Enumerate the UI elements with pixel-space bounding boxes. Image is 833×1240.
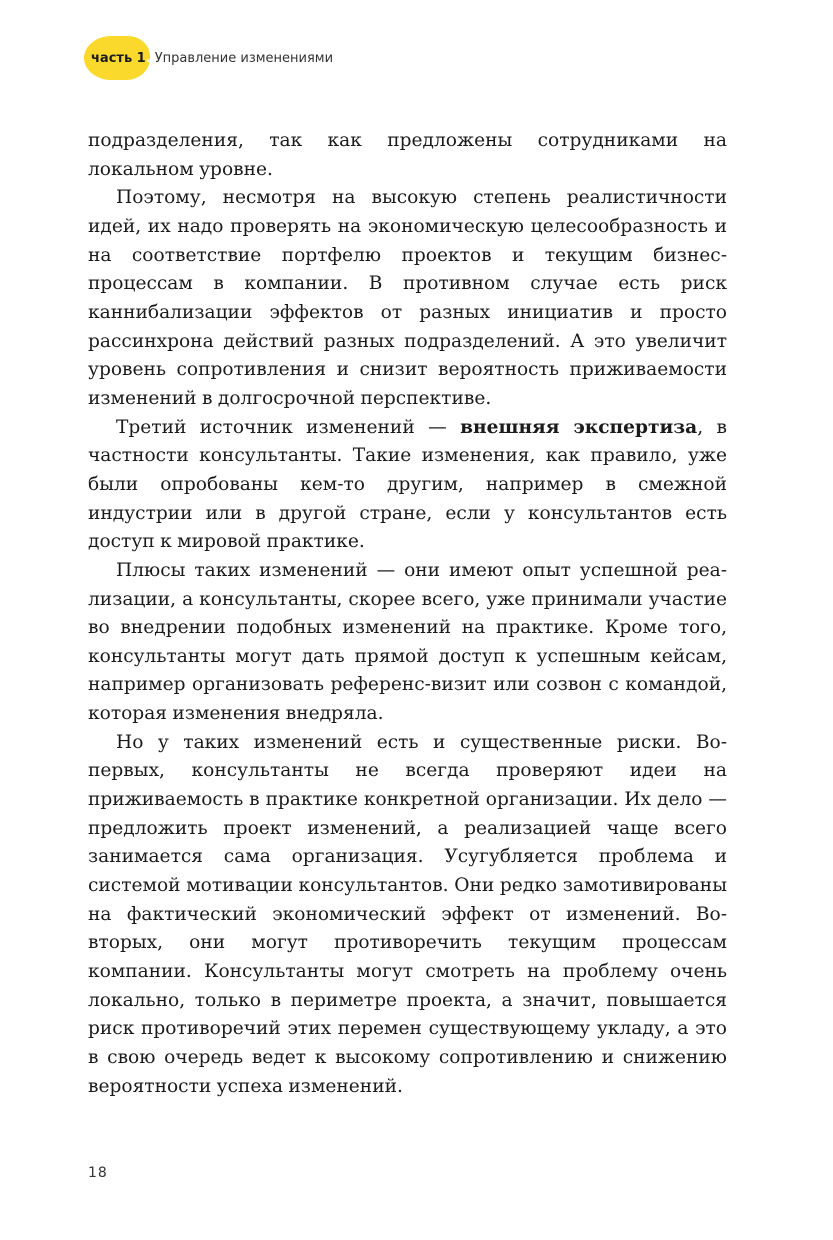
paragraph-1: подразделения, так как предложены сотрудниками на локальном уровне. bbox=[88, 130, 727, 180]
paragraph-3-end: , в частности консультанты. Такие изменения, как правило, уже были опробованы кем-то другим, например в смежной индустрии или в другой стране, если у консультантов есть доступ к мировой практике. bbox=[88, 416, 728, 553]
page-number: 18 bbox=[88, 1165, 108, 1181]
body-text bbox=[88, 127, 727, 1101]
header-part-text: часть 1 bbox=[91, 50, 146, 66]
header-part-label bbox=[91, 51, 151, 66]
paragraph-3 bbox=[88, 414, 727, 557]
paragraph-2: Поэтому, несмотря на высокую степень реалистичности идей, их надо проверять на экономическую целесообразность и на соответствие портфелю проектов и текущим бизнес-процессам в компании. В противном случае есть риск каннибализации эффектов от разных инициатив и просто рассинхрона действий разных подразделений. А это увеличит уровень сопротивления и снизит вероятность приживаемости изменений в долгосрочной перспективе. bbox=[88, 187, 727, 409]
running-header bbox=[84, 36, 333, 80]
paragraph-4: Плюсы таких изменений — они имеют опыт успешной реализации, а консультанты, скорее всего, уже принимали участие во внедрении подобных изменений на практике. Кроме того, консультанты могут дать прямой доступ к успешным кейсам, например организовать референс-визит или созвон с командой, которая изменения внедряла. bbox=[88, 559, 727, 725]
paragraph-3-start: Третий источник изменений — bbox=[116, 416, 461, 438]
header-part-dot: . bbox=[145, 50, 151, 66]
paragraph-5: Но у таких изменений есть и существенные риски. Во-первых, консультанты не всегда проверяют идеи на приживаемость в практике конкретной организации. Их дело — предложить проект изменений, а реализацией чаще всего занимается сама организация. Усугубляется проблема и системой мотивации консультантов. Они редко замотивированы на фактический экономический эффект от изменений. Во-вторых, они могут противоречить текущим процессам компании. Консультанты могут смотреть на проблему очень локально, только в периметре проекта, а значит, повышается риск противоречий этих перемен существующему укладу, а это в свою очередь ведет к высокому сопротивлению и снижению вероятности успеха изменений. bbox=[88, 731, 727, 1097]
emphasis-external-expertise: внешняя экспертиза bbox=[460, 416, 698, 438]
header-section-title: Управление изменениями bbox=[154, 50, 334, 66]
